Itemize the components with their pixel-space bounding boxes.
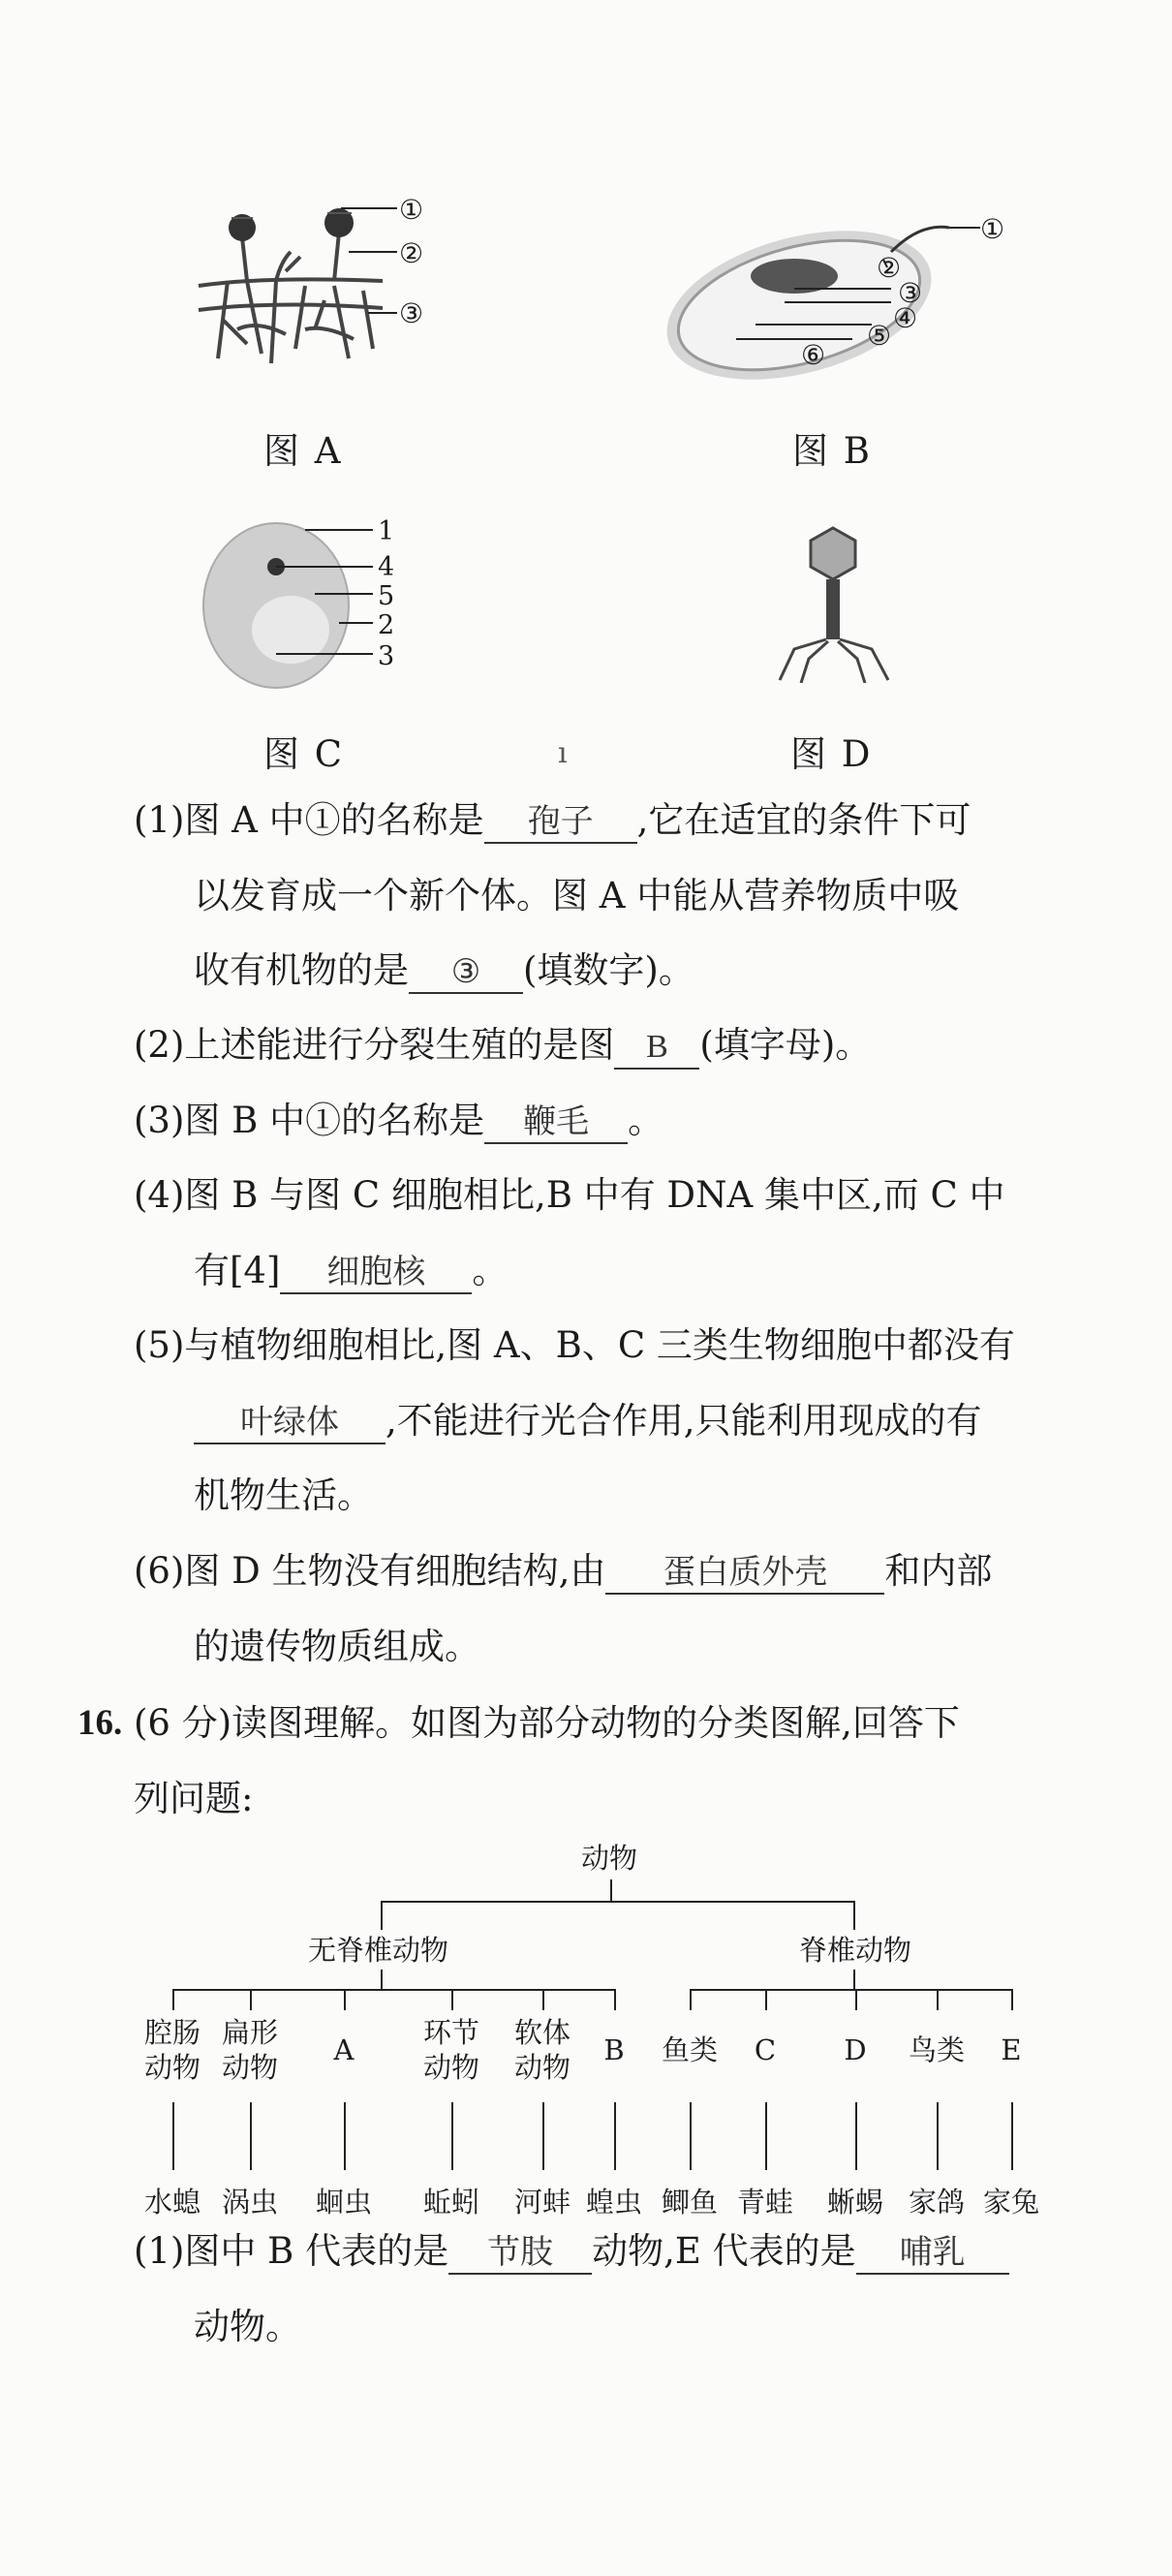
tree-example-connector	[250, 2102, 252, 2170]
figure-a-label-3: ③	[399, 297, 424, 329]
tree-group-label: E	[1001, 2033, 1022, 2066]
tree-group-drop	[344, 1989, 346, 2010]
stray-mark: ı	[558, 736, 568, 770]
tree-example-connector	[765, 2102, 767, 2170]
tree-example-label: 家鸽	[908, 2186, 965, 2219]
tree-example-connector	[1011, 2102, 1013, 2170]
tree-root: 动物	[581, 1842, 638, 1875]
tree-group-label: 环节 动物	[422, 2016, 479, 2085]
q15-p4-answer: 细胞核	[280, 1253, 472, 1294]
q16-number: 16.	[77, 1703, 123, 1743]
q15-p1-answer-2: ③	[409, 952, 523, 994]
tree-right-bar	[690, 1989, 1011, 1991]
tree-group-drop	[250, 1989, 252, 2010]
figure-b-label-5: ⑤	[867, 320, 892, 352]
tree-group-drop	[614, 1989, 616, 2010]
figure-b-label-6: ⑥	[801, 339, 826, 371]
q15-p4-line2: 有[4] 细胞核 。	[194, 1250, 508, 1294]
tree-group-label: B	[603, 2033, 625, 2066]
q16-p1-answer-2: 哺乳	[856, 2233, 1009, 2275]
figure-b-label-3: ③	[898, 277, 923, 309]
tree-example-label: 鲫鱼	[661, 2186, 718, 2219]
tree-example-connector	[937, 2102, 939, 2170]
q15-p6-line1: (6)图 D 生物没有细胞结构,由 蛋白质外壳 和内部	[134, 1550, 992, 1595]
q15-p3: (3)图 B 中①的名称是 鞭毛 。	[134, 1100, 663, 1144]
q15-p6-line2: 的遗传物质组成。	[194, 1626, 480, 1667]
tree-group-label: 鸟类	[908, 2033, 965, 2066]
tree-example-label: 蚯蚓	[422, 2186, 479, 2219]
tree-root-stem	[610, 1879, 612, 1901]
q16-line2: 列问题:	[134, 1778, 254, 1819]
tree-group-label: D	[844, 2033, 867, 2066]
tree-example-connector	[344, 2102, 346, 2170]
q15-p5-line2: 叶绿体 ,不能进行光合作用,只能利用现成的有	[194, 1400, 982, 1444]
tree-example-connector	[855, 2102, 857, 2170]
tree-group-drop	[855, 1989, 857, 2010]
tree-group-drop	[937, 1989, 939, 2010]
figure-a-label-1: ①	[399, 194, 424, 226]
q15-p5-line3: 机物生活。	[194, 1474, 373, 1516]
tree-example-connector	[614, 2102, 616, 2170]
figure-b-label-4: ④	[893, 302, 918, 334]
q15-p5-line1: (5)与植物细胞相比,图 A、B、C 三类生物细胞中都没有	[134, 1324, 1015, 1366]
tree-group-label: C	[754, 2033, 777, 2066]
tree-example-label: 蜥蜴	[826, 2186, 883, 2219]
tree-group-label: 扁形 动物	[221, 2016, 278, 2085]
tree-group-label: A	[333, 2033, 355, 2066]
figure-d-phage-diagram	[770, 523, 896, 683]
figure-c-label-3: 3	[378, 641, 395, 671]
tree-example-label: 家兔	[982, 2186, 1039, 2219]
tree-group-drop	[690, 1989, 692, 2010]
tree-left-drop	[381, 1901, 383, 1930]
tree-example-connector	[690, 2102, 692, 2170]
q16-p1-line2: 动物。	[194, 2306, 301, 2347]
tree-right-drop	[853, 1901, 855, 1930]
tree-group-drop	[765, 1989, 767, 2010]
figure-c-label-4: 4	[378, 552, 395, 582]
tree-example-label: 蝗虫	[585, 2186, 642, 2219]
q15-p1-line1: (1)图 A 中①的名称是 孢子 ,它在适宜的条件下可	[134, 799, 971, 844]
q15-p1-line2: 以发育成一个新个体。图 A 中能从营养物质中吸	[194, 875, 960, 916]
q15-p6-answer: 蛋白质外壳	[605, 1553, 884, 1595]
tree-example-label: 涡虫	[221, 2186, 278, 2219]
tree-example-label: 水螅	[143, 2186, 200, 2219]
figure-c-label-5: 5	[378, 581, 395, 611]
tree-example-label: 河蚌	[513, 2186, 571, 2219]
tree-right-stem	[853, 1970, 855, 1989]
tree-group-drop	[172, 1989, 174, 2010]
q16-line1: (6 分)读图理解。如图为部分动物的分类图解,回答下	[134, 1702, 960, 1744]
tree-example-connector	[451, 2102, 453, 2170]
tree-invertebrates: 无脊椎动物	[308, 1934, 449, 1967]
tree-example-connector	[542, 2102, 544, 2170]
tree-left-stem	[381, 1970, 383, 1989]
tree-left-bar	[172, 1989, 614, 1991]
figure-c-label-1: 1	[378, 516, 395, 546]
tree-root-bar	[381, 1901, 855, 1903]
q15-p2-answer: B	[614, 1028, 699, 1070]
q15-p3-answer: 鞭毛	[484, 1102, 628, 1144]
tree-example-label: 蛔虫	[315, 2186, 372, 2219]
tree-group-label: 鱼类	[661, 2033, 718, 2066]
tree-group-drop	[1011, 1989, 1013, 2010]
tree-group-label: 软体 动物	[513, 2016, 571, 2085]
q15-p1-answer-1: 孢子	[484, 802, 637, 844]
figure-a-labels	[329, 189, 446, 344]
figure-a-caption: 图 A	[263, 430, 343, 472]
figure-b-caption: 图 B	[792, 430, 872, 472]
figure-b-label-1: ①	[980, 213, 1005, 245]
figure-b-label-2: ②	[877, 252, 902, 284]
tree-group-label: 腔肠 动物	[143, 2016, 200, 2085]
figure-c-caption: 图 C	[263, 733, 345, 775]
figure-c-yeast-diagram	[199, 518, 383, 693]
tree-group-drop	[542, 1989, 544, 2010]
q15-p5-answer: 叶绿体	[194, 1403, 386, 1444]
figure-d-caption: 图 D	[790, 733, 873, 775]
q15-p2: (2)上述能进行分裂生殖的是图 B (填字母)。	[134, 1024, 871, 1070]
q16-p1-answer-1: 节肢	[448, 2233, 592, 2275]
q15-p4-line1: (4)图 B 与图 C 细胞相比,B 中有 DNA 集中区,而 C 中	[134, 1174, 1005, 1216]
figure-a-label-2: ②	[399, 237, 424, 269]
q16-p1-line1: (1)图中 B 代表的是 节肢 动物,E 代表的是 哺乳	[134, 2230, 1009, 2275]
tree-example-label: 青蛙	[736, 2186, 793, 2219]
q15-p1-line3: 收有机物的是 ③ (填数字)。	[194, 949, 694, 994]
tree-vertebrates: 脊椎动物	[799, 1934, 912, 1967]
figure-c-label-2: 2	[378, 610, 395, 640]
tree-group-drop	[451, 1989, 453, 2010]
tree-example-connector	[172, 2102, 174, 2170]
